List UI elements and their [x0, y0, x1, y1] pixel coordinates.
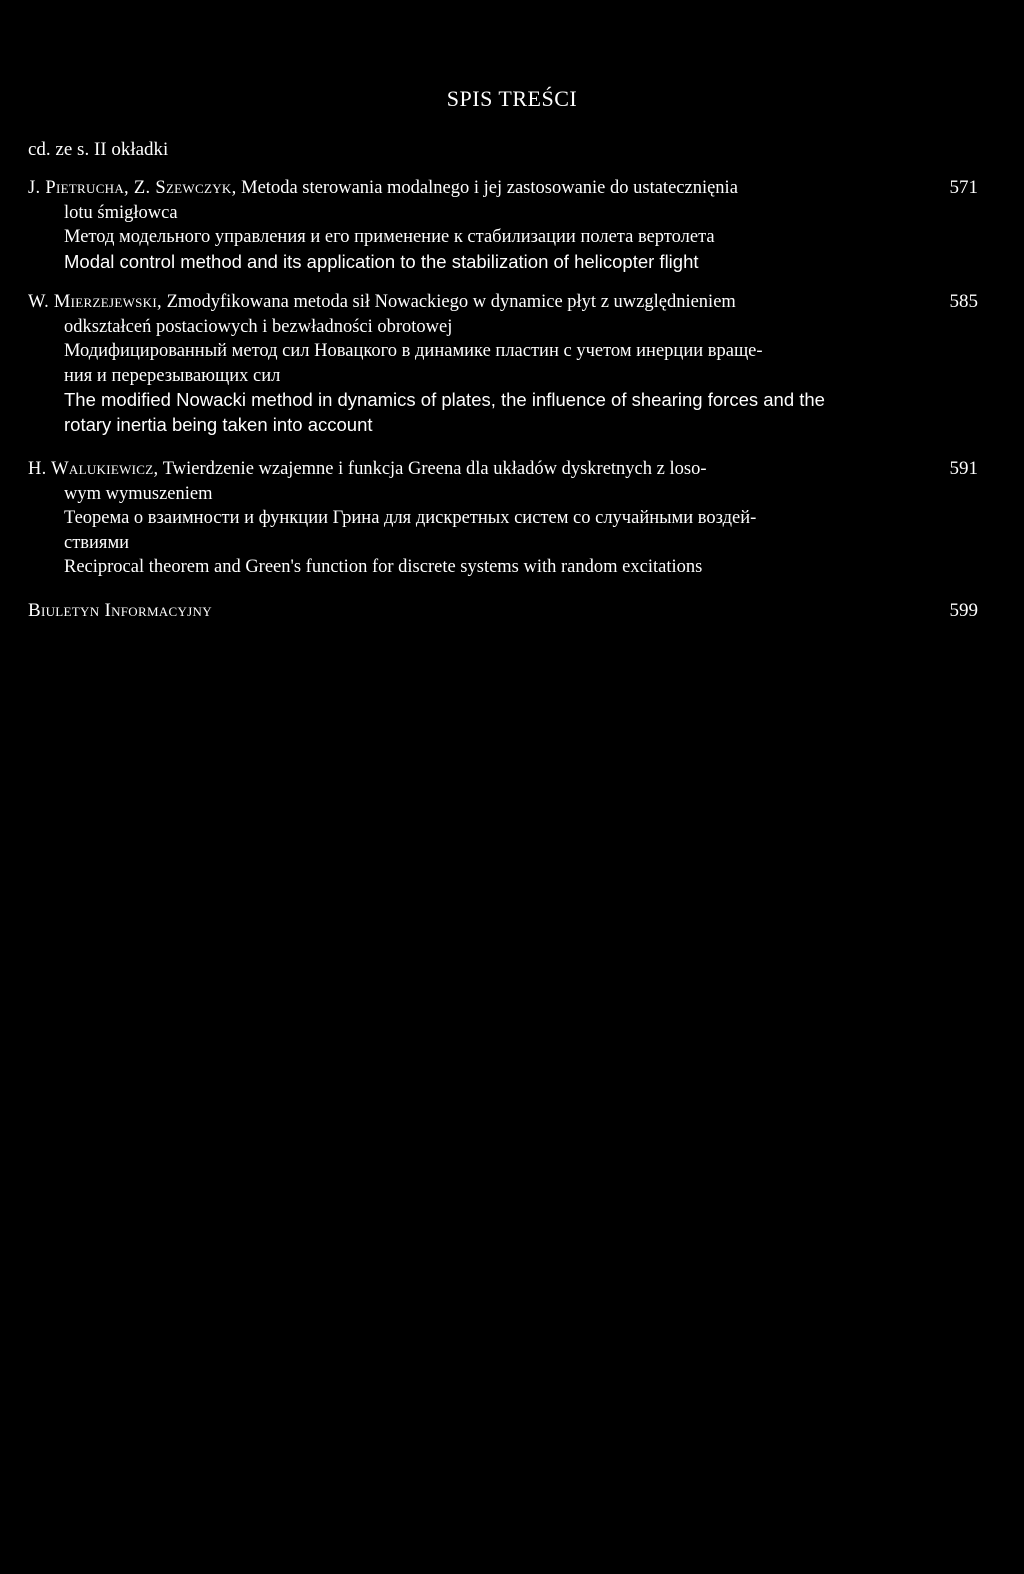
continuation-note: cd. ze s. II okładki — [28, 139, 169, 160]
entry-title-english: Reciprocal theorem and Green's function for discrete systems with random excitations — [64, 557, 703, 577]
entry-title-polish-continued: wym wymuszeniem — [64, 483, 213, 504]
entry-page-number[interactable]: 591 — [949, 458, 978, 479]
entry-title-polish: Zmodyfikowana metoda sił Nowackiego w dynamice płyt z uwzględnieniem — [166, 292, 736, 312]
entry-first-line — [28, 290, 978, 315]
entry-title-english-continued: rotary inertia being taken into account — [64, 413, 373, 435]
bulletin-page-number[interactable]: 599 — [949, 600, 978, 621]
entry-title-russian: Модифицированный метод сил Новацкого в динамике пластин с учетом инерции враще- — [64, 341, 763, 361]
toc-entry[interactable] — [28, 290, 978, 437]
entry-title-russian-continued: ния и перерезывающих сил — [64, 365, 281, 386]
entry-title-russian: Теорема о взаимности и функции Грина для дискретных систем со случайными воздей- — [64, 508, 757, 528]
entry-title-english: Modal control method and its application to the stabilization of helicopter flight — [64, 250, 699, 272]
toc-entry[interactable] — [28, 457, 978, 580]
entry-title-polish-continued: lotu śmigłowca — [64, 202, 178, 223]
entry-title-russian: Метод модельного управления и его применение к стабилизации полета вертолета — [64, 227, 715, 247]
entry-title-polish: Metoda sterowania modalnego i jej zastosowanie do ustatecznięnia — [241, 178, 738, 198]
entry-authors: H. Walukiewicz, — [28, 459, 159, 479]
entry-first-line — [28, 457, 978, 482]
toc-entry[interactable] — [28, 176, 978, 274]
entry-title-polish: Twierdzenie wzajemne i funkcja Greena dla układów dyskretnych z loso- — [162, 459, 707, 479]
entry-title-english: The modified Nowacki method in dynamics of plates, the influence of shearing forces and the — [64, 389, 825, 410]
toc-entry-bulletin[interactable] — [28, 600, 978, 622]
entry-title-polish-continued: odkształceń postaciowych i bezwładności obrotowej — [64, 316, 453, 337]
page-title: SPIS TREŚCI — [446, 86, 578, 111]
entry-authors: W. Mierzejewski, — [28, 292, 162, 312]
bulletin-label: Biuletyn Informacyjny — [28, 600, 212, 621]
entry-authors: J. Pietrucha, Z. Szewczyk, — [28, 178, 237, 198]
entry-page-number[interactable]: 585 — [949, 291, 978, 312]
entry-title-russian-continued: ствиями — [64, 532, 130, 553]
entry-page-number[interactable]: 571 — [949, 177, 978, 198]
entry-first-line — [28, 176, 978, 201]
